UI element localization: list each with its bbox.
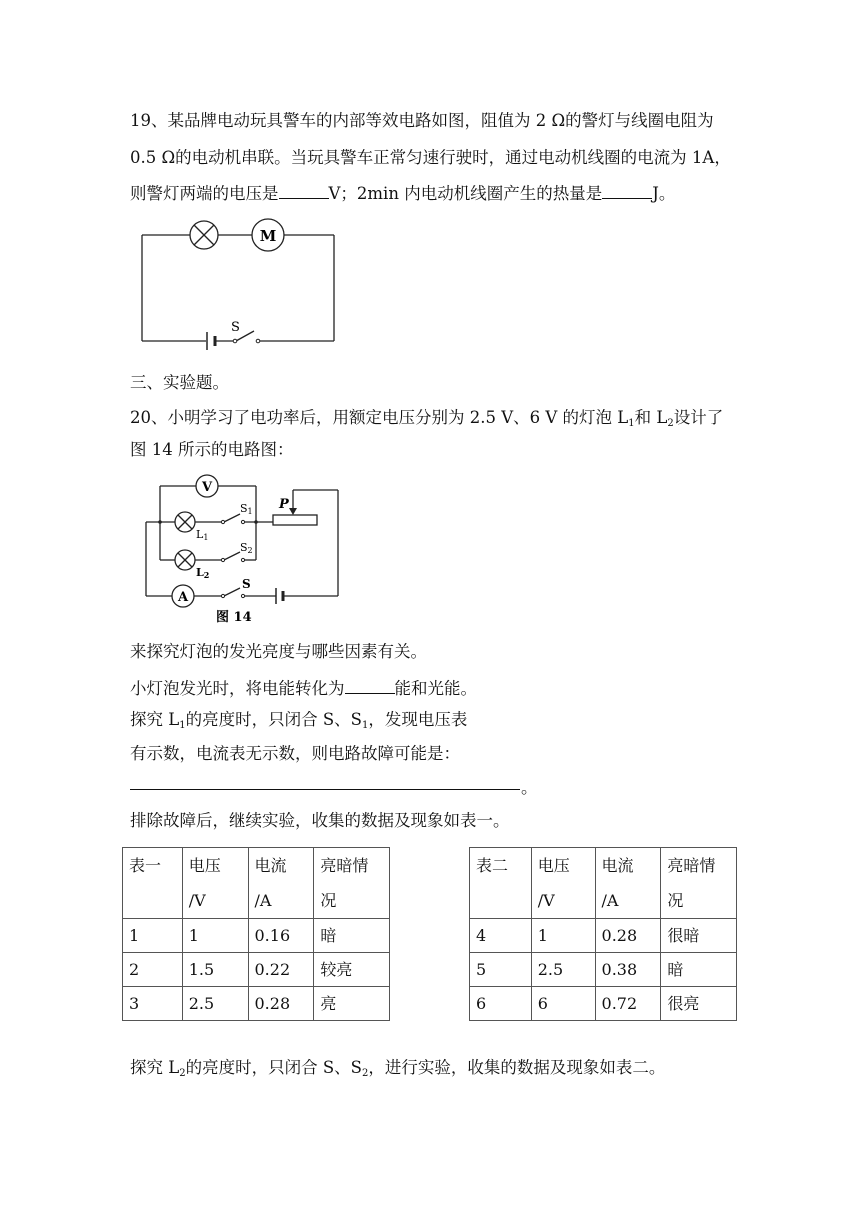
table-cell: 1.5 (182, 953, 248, 987)
q20-line-5 (130, 710, 467, 730)
table-row (470, 987, 737, 1021)
l2-label: L2 (196, 566, 210, 580)
q20-line-8: 排除故障后，继续实验，收集的数据及现象如表一。 (130, 811, 510, 830)
figure-caption: 图 14 (216, 610, 252, 625)
q20-line-2: 图 14 所示的电路图： (130, 440, 294, 459)
table-cell: 0.16 (248, 919, 314, 953)
q19-blank-voltage[interactable] (279, 182, 329, 199)
table-cell: 暗 (661, 953, 737, 987)
q19-line-1: 19、某品牌电动玩具警车的内部等效电路如图，阻值为 2 Ω的警灯与线圈电阻为 (130, 111, 714, 130)
q20-line9-text-a: 探究 L (130, 1058, 180, 1077)
table-one (122, 847, 390, 1021)
q20-text-c: 设计了 (673, 408, 724, 427)
table-cell: 5 (470, 953, 532, 987)
table-row (470, 953, 737, 987)
table-cell: 6 (470, 987, 532, 1021)
q20-line5-sub-2: 1 (361, 720, 369, 731)
q20-line5-text-c: ，发现电压表 (368, 710, 468, 729)
q20-sub-1: 1 (628, 418, 635, 429)
table-cell: 较亮 (314, 953, 390, 987)
switch-label: S (231, 320, 240, 335)
table-cell: 0.28 (595, 919, 661, 953)
table-cell: 1 (123, 919, 183, 953)
q20-line-3: 来探究灯泡的发光亮度与哪些因素有关。 (130, 642, 427, 661)
s-label: S (242, 577, 251, 591)
table-row (123, 953, 390, 987)
q19-circuit-diagram (138, 215, 338, 355)
table-row (470, 919, 737, 953)
table-cell: 暗 (314, 919, 390, 953)
s2-label: S2 (240, 541, 253, 555)
q19-line-2: 0.5 Ω的电动机串联。当玩具警车正常匀速行驶时，通过电动机线圈的电流为 1A， (130, 148, 731, 167)
motor-label: M (259, 227, 277, 245)
header-cell: 亮暗情 况 (661, 848, 737, 919)
q20-line4-text-a: 小灯泡发光时，将电能转化为 (130, 679, 345, 698)
table-two-header (470, 848, 737, 919)
table-one-header (123, 848, 390, 919)
q20-text-b: 和 L (634, 408, 668, 427)
q20-line-7-end: 。 (521, 778, 538, 797)
table-cell: 6 (531, 987, 595, 1021)
table-cell: 很暗 (661, 919, 737, 953)
header-cell: 电压 /V (182, 848, 248, 919)
table-cell: 亮 (314, 987, 390, 1021)
q19-blank-heat[interactable] (602, 182, 652, 199)
figure-14-circuit (140, 472, 350, 628)
q19-text-a: 则警灯两端的电压是 (130, 184, 279, 203)
q20-line5-text-b: 的亮度时，只闭合 S、S (185, 710, 362, 729)
q20-blank-fault[interactable] (130, 789, 520, 790)
header-cell: 电压 /V (531, 848, 595, 919)
slider-label: P (279, 497, 289, 512)
q20-line9-text-c: ，进行实验，收集的数据及现象如表二。 (368, 1058, 666, 1077)
table-cell: 1 (531, 919, 595, 953)
table-cell: 2.5 (531, 953, 595, 987)
ammeter-label: A (177, 590, 189, 605)
section-title: 三、实验题。 (130, 373, 229, 392)
table-cell: 0.22 (248, 953, 314, 987)
voltmeter-label: V (201, 480, 213, 495)
q20-line-1 (130, 408, 723, 428)
table-row (123, 987, 390, 1021)
q20-line9-text-b: 的亮度时，只闭合 S、S (185, 1058, 362, 1077)
table-cell: 0.72 (595, 987, 661, 1021)
header-cell: 电流 /A (248, 848, 314, 919)
table-cell: 0.38 (595, 953, 661, 987)
q20-sub-2: 2 (667, 418, 674, 429)
q20-blank-energy[interactable] (345, 677, 395, 694)
q20-line9-sub-2: 2 (361, 1068, 369, 1079)
q20-line4-text-b: 能和光能。 (394, 679, 477, 698)
header-cell: 亮暗情 况 (314, 848, 390, 919)
q20-line5-text-a: 探究 L (130, 710, 180, 729)
header-cell: 电流 /A (595, 848, 661, 919)
l1-label: L1 (196, 528, 209, 542)
table-cell: 很亮 (661, 987, 737, 1021)
table-cell: 3 (123, 987, 183, 1021)
q19-text-b: V；2min 内电动机线圈产生的热量是 (328, 184, 603, 203)
q20-line-4 (130, 677, 477, 699)
table-row (123, 919, 390, 953)
q20-line-6: 有示数，电流表无示数，则电路故障可能是： (130, 744, 460, 763)
q20-line9-sub-1: 2 (179, 1068, 186, 1079)
q20-line-9 (130, 1058, 665, 1078)
table-cell: 1 (182, 919, 248, 953)
q19-line-3 (130, 182, 675, 204)
header-cell: 表二 (470, 848, 532, 919)
q19-text-c: J。 (652, 184, 676, 203)
q20-text-a: 20、小明学习了电功率后，用额定电压分别为 2.5 V、6 V 的灯泡 L (130, 408, 629, 427)
table-cell: 4 (470, 919, 532, 953)
table-two (469, 847, 737, 1021)
table-cell: 2 (123, 953, 183, 987)
table-cell: 0.28 (248, 987, 314, 1021)
q20-line5-sub-1: 1 (179, 720, 186, 731)
table-cell: 2.5 (182, 987, 248, 1021)
s1-label: S1 (240, 502, 253, 516)
header-cell: 表一 (123, 848, 183, 919)
